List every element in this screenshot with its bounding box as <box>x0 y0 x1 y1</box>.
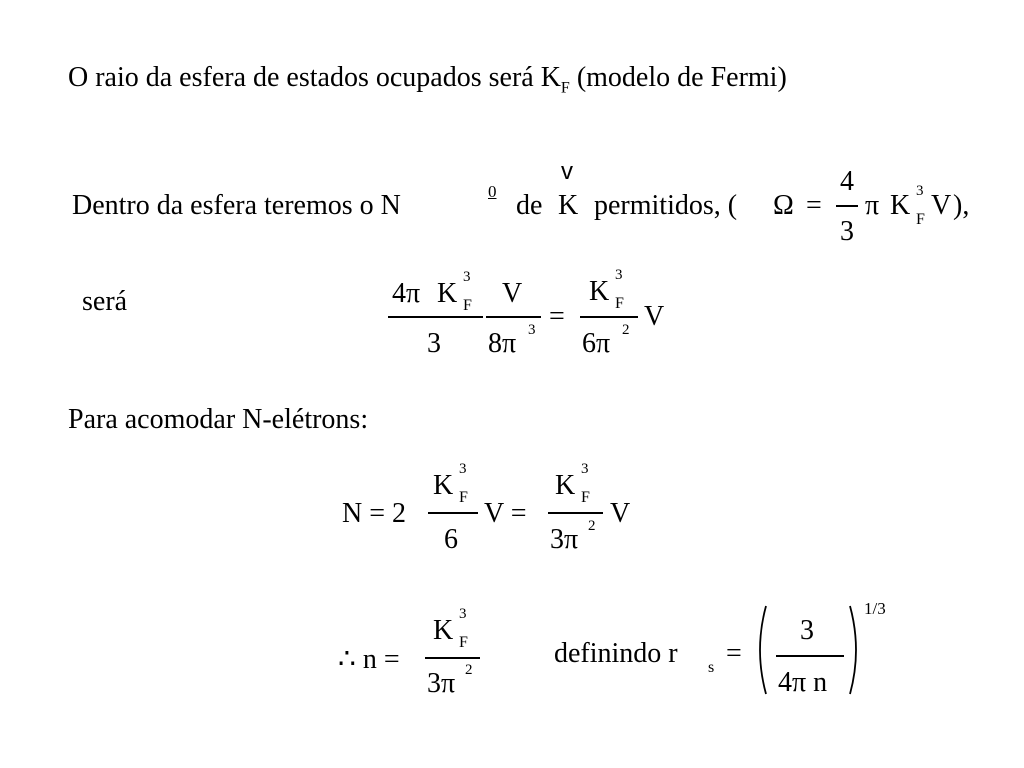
fermi-radius-statement <box>68 64 787 97</box>
l6-num-sub: F <box>459 634 468 651</box>
f3-num-k: K <box>589 276 610 307</box>
f1-den: 3 <box>427 328 441 359</box>
line5-v: V <box>610 498 631 529</box>
sera-label: será <box>82 286 128 317</box>
l5-f1-den: 6 <box>444 524 458 555</box>
line2-text: Dentro da esfera teremos o N <box>72 190 401 221</box>
rs-subscript: s <box>708 659 715 676</box>
line2-v: V <box>931 190 952 221</box>
f1-num-sup: 3 <box>463 269 471 285</box>
rs-frac-bar <box>776 655 844 657</box>
omega-symbol: Ω <box>773 190 794 221</box>
line2-k: K <box>890 190 911 221</box>
l6-bar <box>425 657 480 659</box>
right-paren-icon <box>846 604 866 696</box>
line1-tail: (modelo de Fermi) <box>569 62 787 93</box>
k-vector-accent: v <box>561 158 573 185</box>
rs-frac-den: 4π n <box>778 667 828 698</box>
l6-den-sup: 2 <box>465 662 473 678</box>
l6-num-sup: 3 <box>459 606 467 622</box>
para-acomodar-text: Para acomodar N-elétrons: <box>68 404 369 435</box>
line2-close: ), <box>953 190 970 221</box>
f1-num-4pi: 4π <box>392 278 421 309</box>
left-paren-icon <box>750 604 770 696</box>
l5-f2-den-sup: 2 <box>588 518 596 534</box>
l5-f2-den: 3π <box>550 524 579 555</box>
line2-k-sub: F <box>916 211 925 228</box>
f1-bar <box>388 316 483 318</box>
f2-den: 8π <box>488 328 517 359</box>
definindo-text: definindo r <box>554 638 678 669</box>
line2-ordinal: 0 <box>488 182 497 201</box>
line2-frac-den: 3 <box>840 216 854 247</box>
rs-frac-num: 3 <box>800 615 814 646</box>
f3-num-sub: F <box>615 295 624 312</box>
l5-f2-num-sub: F <box>581 489 590 506</box>
l5-f1-bar <box>428 512 478 514</box>
l5-f1-num-k: K <box>433 470 454 501</box>
line2-k-sup: 3 <box>916 183 924 199</box>
line2-pi: π <box>865 190 880 221</box>
f2-bar <box>486 316 541 318</box>
line2-frac-num: 4 <box>840 166 854 197</box>
line3-v: V <box>644 301 665 332</box>
k-vector-letter: K <box>558 190 579 221</box>
f3-den-sup: 2 <box>622 322 630 338</box>
line1-subscript: F <box>560 79 570 97</box>
l5-f1-num-sup: 3 <box>459 461 467 477</box>
l6-equals: = <box>726 638 742 669</box>
line2-frac-bar <box>836 205 858 207</box>
l5-f2-num-k: K <box>555 470 576 501</box>
exponent-one-third: 1/3 <box>864 599 886 618</box>
therefore-n-equals: ∴ n = <box>338 644 400 675</box>
f3-bar <box>580 316 638 318</box>
line5-mid: V = <box>484 498 527 529</box>
f1-num-k: K <box>437 278 458 309</box>
l5-f2-bar <box>548 512 603 514</box>
l5-f2-num-sup: 3 <box>581 461 589 477</box>
f3-num-sup: 3 <box>615 267 623 283</box>
l6-num-k: K <box>433 615 454 646</box>
line1-text: O raio da esfera de estados ocupados será K <box>68 62 561 93</box>
line2-equals: = <box>806 190 822 221</box>
line2-permitidos: permitidos, ( <box>594 190 738 221</box>
line3-equals: = <box>549 301 565 332</box>
line2-de: de <box>516 190 543 221</box>
f2-num: V <box>502 278 523 309</box>
l6-den: 3π <box>427 668 456 699</box>
line5-lhs: N = 2 <box>342 498 407 529</box>
f2-den-sup: 3 <box>528 322 536 338</box>
f3-den: 6π <box>582 328 611 359</box>
l5-f1-num-sub: F <box>459 489 468 506</box>
f1-num-sub: F <box>463 297 472 314</box>
